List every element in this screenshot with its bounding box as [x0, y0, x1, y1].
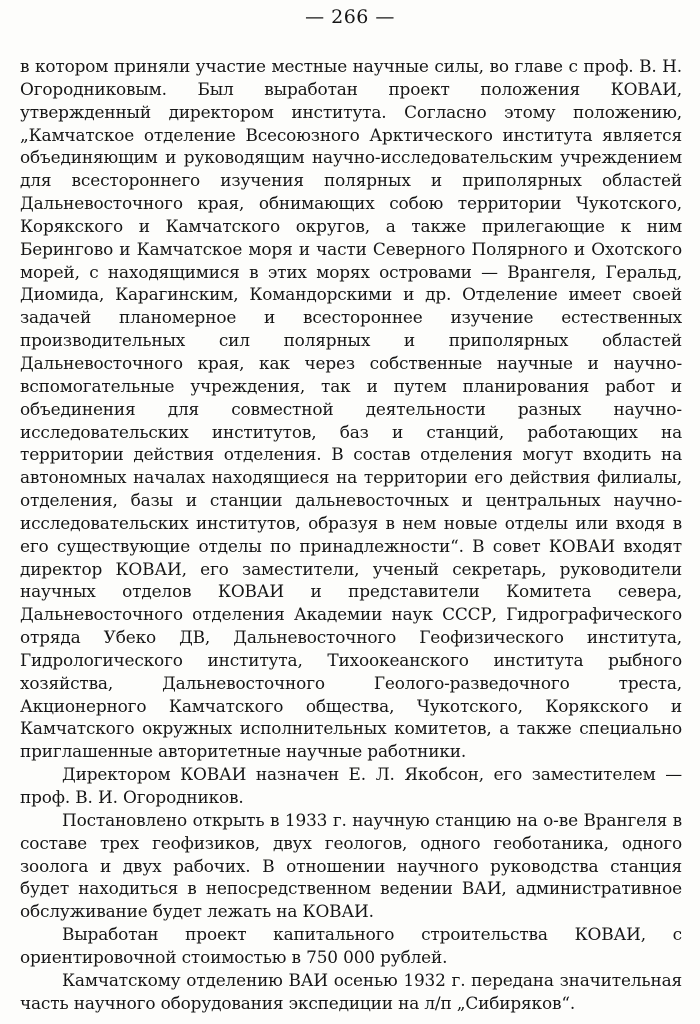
page-number: — 266 — — [305, 6, 395, 28]
paragraph-4: Выработан проект капитального строительства КОВАИ, с ориентировочной стоимостью в 750 000 рублей. — [20, 924, 682, 967]
paragraph-3: Постановлено открыть в 1933 г. научную станцию на о-ве Врангеля в составе трех геофизиков, двух геологов, одного геоботаника, одного зоолога и двух рабочих. В отношении научного руководства станция будет находиться в непосредственном ведении ВАИ, административное обслуживание будет лежать на КОВАИ. — [20, 809, 682, 922]
paragraph-2: Директором КОВАИ назначен Е. Л. Якобсон, его заместителем — проф. В. И. Огородников. — [20, 764, 682, 807]
paragraph-1: в котором приняли участие местные научные силы, во главе с проф. В. Н. Огородниковым. Был выработан проект положения КОВАИ, утвержденный директором института. Согласно этому положению, „Камчатское отделение Всесоюзного Арктического института является объединяющим и руководящим научно-исследовательским учреждением для всестороннего изучения полярных и приполярных областей Дальневосточного края, обнимающих собою территории Чукотского, Корякского и Камчатского округов, а также прилегающие к ним Берингово и Камчатское моря и части Северного Полярного и Охотского морей, с находящимися в этих морях островами — Врангеля, Геральд, Диомида, Карагинским, Командорскими и др. Отделение имеет своей задачей планомерное и всестороннее изучение естественных производительных сил полярных и приполярных областей Дальневосточного края, как через собственные научные и научно-вспомогательные учреждения, так и путем планирования работ и объединения для совместной деятельности разных научно-исследовательских институтов, баз и станций, работающих на территории действия отделения. В состав отделения могут входить на автономных началах находящиеся на территории его действия филиалы, отделения, базы и станции дальневосточных и центральных научно-исследовательских институтов, образуя в нем новые отделы или входя в его существующие отделы по принадлежности“. В совет КОВАИ входят директор КОВАИ, его заместители, ученый секретарь, руководители научных отделов КОВАИ и представители Комитета севера, Дальневосточного отделения Академии наук СССР, Гидрографического отряда Убеко ДВ, Дальневосточного Геофизического института, Гидрологического института, Тихоокеанского института рыбного хозяйства, Дальневосточного Геолого-разведочного треста, Акционерного Камчатского общества, Чукотского, Корякского и Камчатского окружных исполнительных комитетов, а также специально приглашенные авторитетные научные работники. — [20, 56, 682, 762]
paragraph-5: Камчатскому отделению ВАИ осенью 1932 г. передана значительная часть научного оборудования экспедиции на л/п „Сибиряков“. — [20, 969, 682, 1013]
page-body — [20, 55, 682, 1014]
